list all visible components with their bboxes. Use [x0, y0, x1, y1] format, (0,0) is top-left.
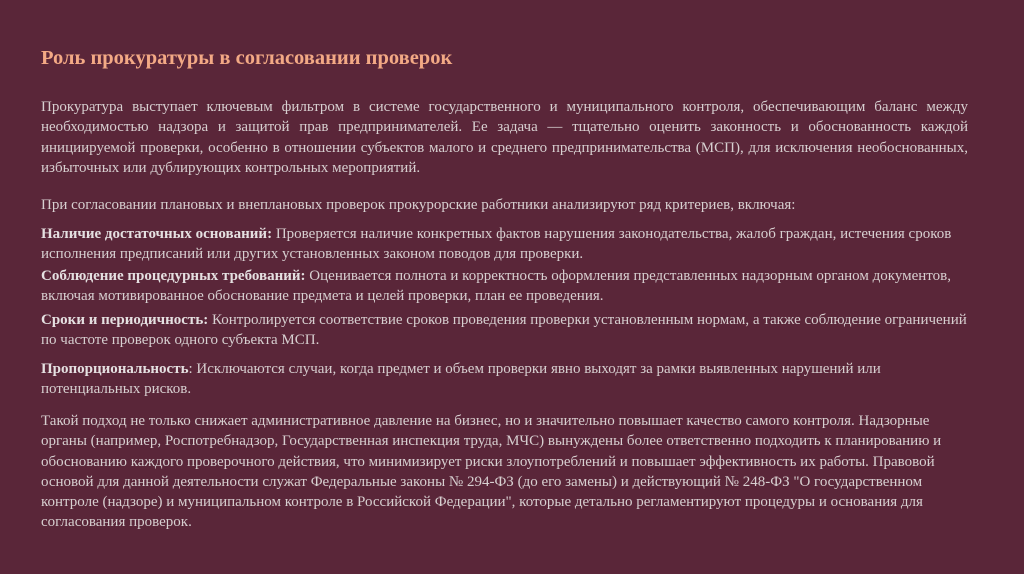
criterion-text: Проверяется наличие конкретных фактов нарушения законодательства, жалоб граждан, истечения сроков исполнения предписаний или других установленных законом поводов для проверки. — [41, 226, 952, 263]
conclusion-paragraph: Такой подход не только снижает административное давление на бизнес, но и значительно повышает качество самого контроля. Надзорные органы (например, Роспотребнадзор, Государственная инспекция труда, МЧС) вынуждены более ответственно подходить к планированию и обоснованию каждого проверочного действия, что минимизирует риски злоупотреблений и повышает эффективность их работы. Правовой основой для данной деятельности служат Федеральные законы № 294-ФЗ (до его замены) и действующий № 248-ФЗ "О государственном контроле (надзоре) и муниципальном контроле в Российской Федерации", которые детально регламентируют процедуры и основания для согласования проверок. — [41, 413, 942, 531]
criterion-title: Соблюдение процедурных требований: — [41, 268, 306, 284]
criterion-grounds — [41, 224, 968, 265]
criterion-proportionality — [41, 359, 968, 400]
criterion-title: Сроки и периодичность: — [41, 312, 209, 328]
criterion-procedure — [41, 266, 968, 307]
criterion-text: : Исключаются случаи, когда предмет и объем проверки явно выходят за рамки выявленных нарушений или потенциальных рисков. — [41, 361, 881, 398]
criterion-timing — [41, 310, 968, 351]
criterion-title: Наличие достаточных оснований: — [41, 226, 273, 242]
intro-paragraph: Прокуратура выступает ключевым фильтром в системе государственного и муниципального контроля, обеспечивающим баланс между необходимостью надзора и защитой прав предпринимателей. Ее задача — тщательно оценить законность и обоснованность каждой инициируемой проверки, особенно в отношении субъектов малого и среднего предпринимательства (МСП), для исключения необоснованных, избыточных или дублирующих контрольных мероприятий. — [41, 99, 968, 176]
criterion-text: Оценивается полнота и корректность оформления представленных надзорным органом документов, включая мотивированное обоснование предмета и целей проверки, план ее проведения. — [41, 268, 951, 305]
slide-title: Роль прокуратуры в согласовании проверок — [41, 47, 453, 69]
criteria-lead: При согласовании плановых и внеплановых проверок прокурорские работники анализируют ряд критериев, включая: — [41, 197, 796, 213]
criterion-text: Контролируется соответствие сроков проведения проверки установленным нормам, а также соблюдение ограничений по частоте проверок одного субъекта МСП. — [41, 312, 967, 349]
criterion-title: Пропорциональность — [41, 361, 189, 377]
